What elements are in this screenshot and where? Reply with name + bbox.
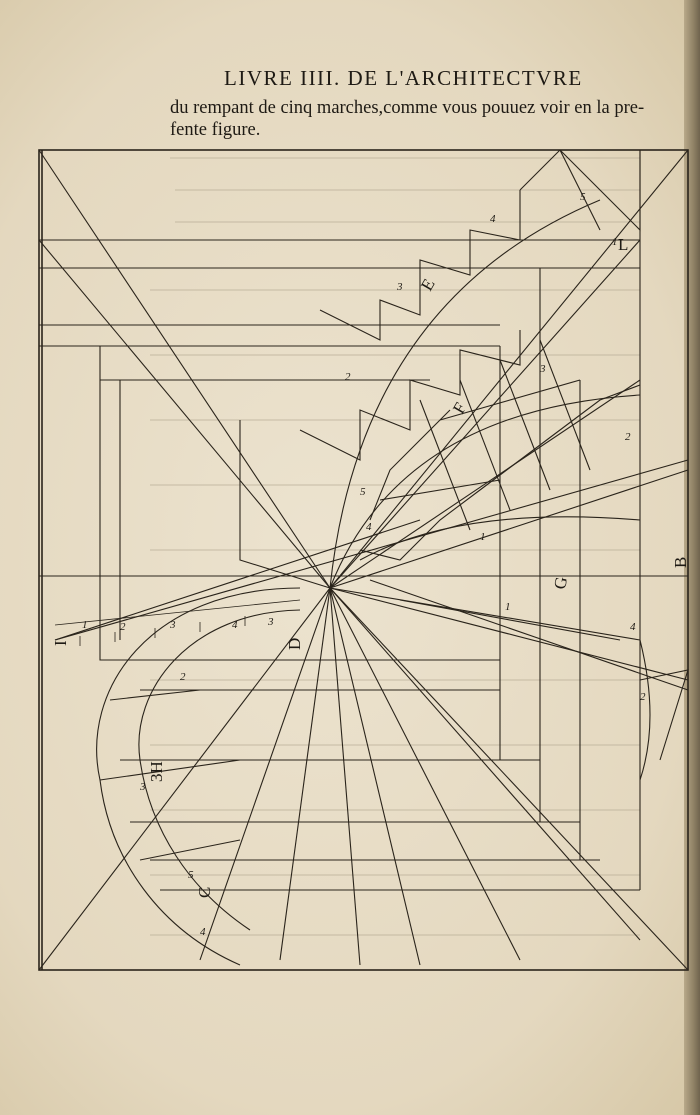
numeral: 5 [188,869,194,881]
numeral: 4 [490,213,496,225]
label-I: I [51,640,70,646]
measure-ticks [80,616,245,646]
numeral: 2 [345,371,351,383]
numeral: 5 [360,486,366,498]
label-H: 3H [147,761,166,782]
numeral: 4 [200,926,206,938]
numeral: 1 [480,531,486,543]
label-E: E [417,275,439,294]
numeral: 2 [625,431,631,443]
perspective-lines [39,150,688,970]
numeral: 4 [232,619,238,631]
label-C: C [195,886,214,898]
numeral: 3 [268,616,274,628]
numeral: 4 [366,521,372,533]
numeral: 3 [397,281,403,293]
numeral: 2 [120,621,126,633]
label-L: L [618,235,629,254]
label-B: B [671,556,690,568]
numeral: 5 [580,191,586,203]
numeral: 1 [82,619,88,631]
numeral: 2 [180,671,186,683]
numeral: 3 [170,619,176,631]
label-D: D [285,637,304,650]
show-through-text [150,158,640,935]
running-head: LIVRE IIII. DE L'ARCHITECTVRE [224,66,583,90]
caption-line-1: du rempant de cinq marches,comme vous pouuez voir en la pre- [170,98,645,118]
numeral: 2 [640,691,646,703]
label-F: F [449,399,471,417]
diagonal-lines [55,460,688,760]
caption-line-2: fente figure. [170,120,261,140]
numeral: 3 [140,781,146,793]
numeral: 1 [505,601,511,613]
label-G: G [550,575,572,591]
numeral: 1 [612,236,618,248]
figure-frame [39,150,688,970]
numeral: 4 [630,621,636,633]
numeral: 3 [540,363,546,375]
